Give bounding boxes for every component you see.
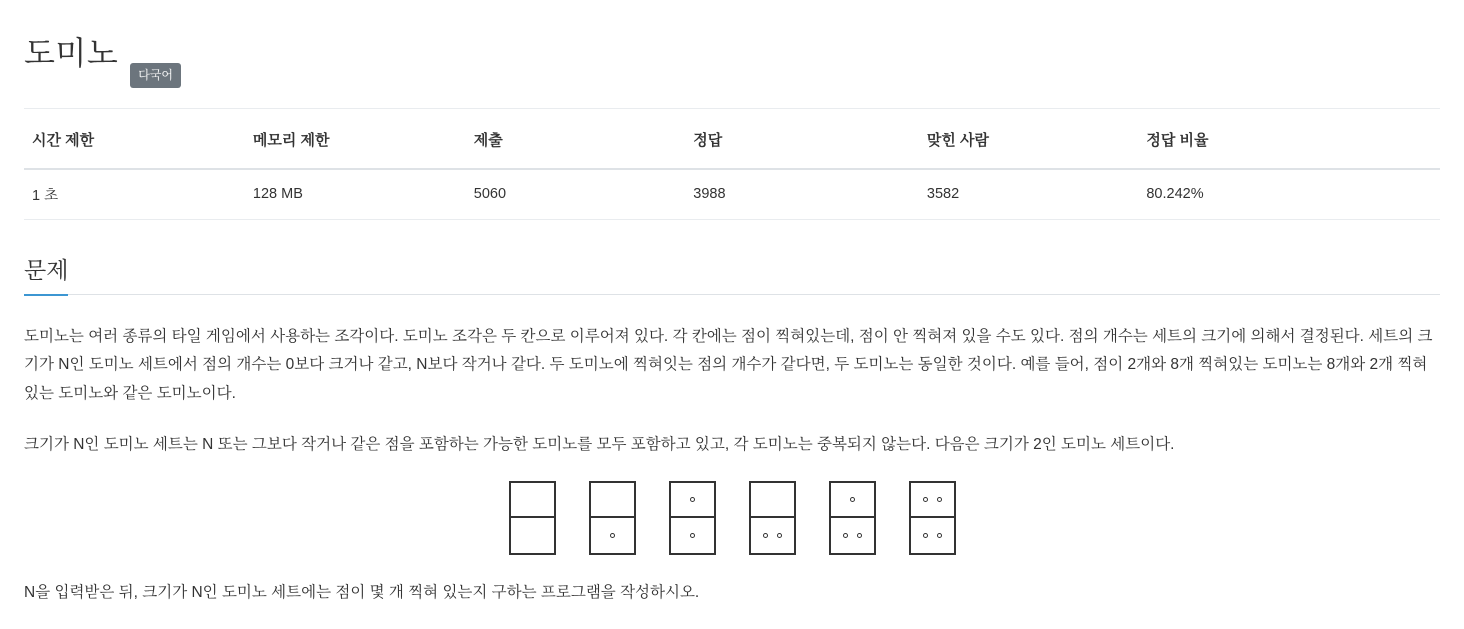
domino-half-top [911, 483, 954, 518]
column-header-accepted: 정답 [685, 109, 919, 169]
domino-half-bottom [751, 518, 794, 553]
cell-time-limit: 1 초 [24, 169, 245, 220]
table-row [24, 169, 1440, 220]
domino-pip-icon [937, 533, 942, 538]
domino-tile [909, 481, 956, 555]
domino-half-top [671, 483, 714, 518]
cell-accept-ratio: 80.242% [1138, 169, 1440, 220]
domino-pip-icon [923, 497, 928, 502]
problem-paragraph-3: N을 입력받은 뒤, 크기가 N인 도미노 세트에는 점이 몇 개 찍혀 있는지 구하는 프로그램을 작성하시오. [24, 584, 700, 602]
problem-header [24, 14, 1440, 108]
domino-pip-icon [763, 533, 768, 538]
page-title: 도미노 [24, 35, 119, 72]
domino-pips [671, 483, 714, 516]
cell-accepted: 3988 [685, 169, 919, 220]
table-header-row [24, 109, 1440, 169]
domino-tile [669, 481, 716, 555]
column-header-solved-users: 맞힌 사람 [919, 109, 1138, 169]
problem-paragraph-1: 도미노는 여러 종류의 타일 게임에서 사용하는 조각이다. 도미노 조각은 두 칸으로 이루어져 있다. 각 칸에는 점이 찍혀있는데, 점이 안 찍혀져 있을 수도 있다. 점의 개수는 세트의 크기에 의해서 결정된다. 세트의 크기가 N인 도미노 세트에서 점의 개수는 0보다 크거나 같고, N보다 작거나 같다. 두 도미노에 찍혀잇는 점의 개수가 같다면, 두 도미노는 동일한 것이다. 예를 들어, 점이 2개와 8개 찍혀있는 도미노는 8개와 2개 찍혀있는 도미노와 같은 도미노이다. [24, 327, 1433, 403]
domino-pips [511, 483, 554, 516]
domino-half-bottom [511, 518, 554, 553]
domino-pip-icon [937, 497, 942, 502]
cell-memory-limit: 128 MB [245, 169, 466, 220]
domino-half-top [591, 483, 634, 518]
domino-pips [911, 518, 954, 553]
cell-submissions: 5060 [466, 169, 685, 220]
domino-pips [591, 483, 634, 516]
domino-pips [671, 518, 714, 553]
domino-pips [911, 483, 954, 516]
domino-tile [749, 481, 796, 555]
domino-tile [589, 481, 636, 555]
section-divider [24, 294, 1440, 295]
domino-half-bottom [671, 518, 714, 553]
domino-pip-icon [690, 497, 695, 502]
domino-tile [509, 481, 556, 555]
section-heading-wrap [24, 250, 1440, 294]
domino-pips [831, 518, 874, 553]
domino-pip-icon [690, 533, 695, 538]
domino-pips [831, 483, 874, 516]
column-header-accept-ratio: 정답 비율 [1138, 109, 1440, 169]
column-header-submissions: 제출 [466, 109, 685, 169]
problem-info-table [24, 109, 1440, 220]
domino-pips [591, 518, 634, 553]
domino-pips [751, 518, 794, 553]
domino-pip-icon [610, 533, 615, 538]
domino-pips [751, 483, 794, 516]
domino-pips [511, 518, 554, 553]
domino-half-top [831, 483, 874, 518]
column-header-time-limit: 시간 제한 [24, 109, 245, 169]
domino-half-bottom [831, 518, 874, 553]
domino-half-top [751, 483, 794, 518]
domino-pip-icon [857, 533, 862, 538]
domino-pip-icon [923, 533, 928, 538]
domino-half-top [511, 483, 554, 518]
domino-half-bottom [911, 518, 954, 553]
domino-set-figure [24, 481, 1440, 555]
problem-statement-section [24, 250, 1440, 608]
section-heading-problem: 문제 [24, 252, 68, 296]
domino-half-bottom [591, 518, 634, 553]
domino-pip-icon [843, 533, 848, 538]
cell-solved-users: 3582 [919, 169, 1138, 220]
problem-paragraph-2: 크기가 N인 도미노 세트는 N 또는 그보다 작거나 같은 점을 포함하는 가능한 도미노를 모두 포함하고 있고, 각 도미노는 중복되지 않는다. 다음은 크기가 2인 도미노 세트이다. [24, 435, 1175, 453]
domino-tile [829, 481, 876, 555]
status-badge: 다국어 [130, 63, 181, 88]
column-header-memory-limit: 메모리 제한 [245, 109, 466, 169]
domino-pip-icon [850, 497, 855, 502]
domino-pip-icon [777, 533, 782, 538]
